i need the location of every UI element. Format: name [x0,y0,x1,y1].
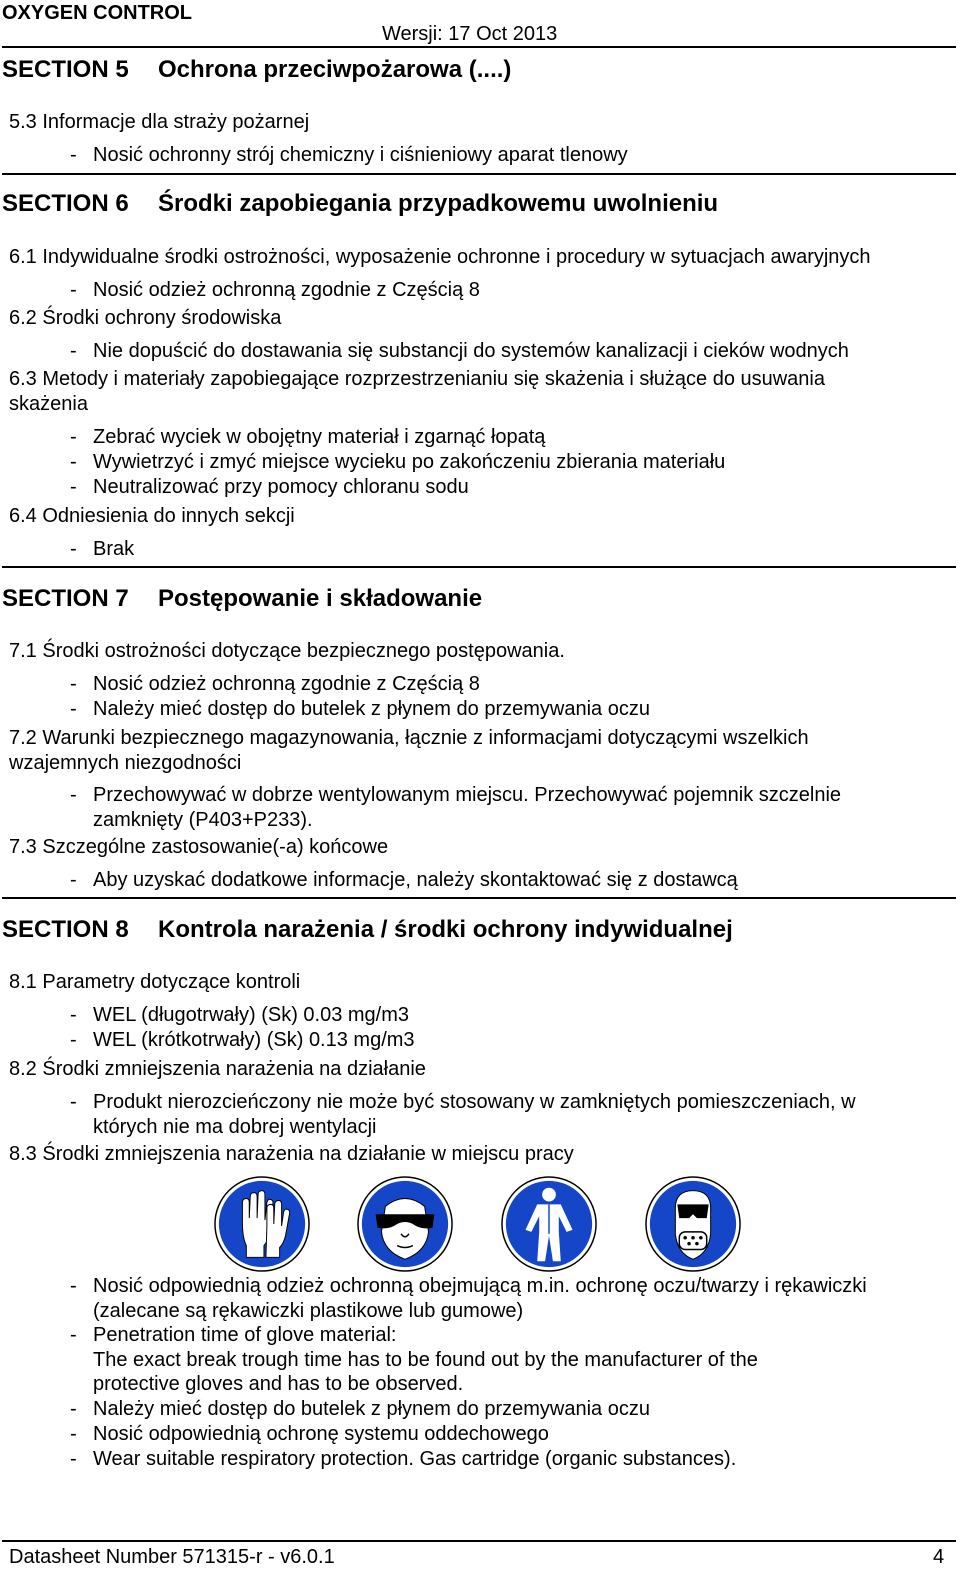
list-item: - Nosić odpowiednią ochronę systemu oddechowego [70,1423,549,1445]
list-item: - Przechowywać w dobrze wentylowanym miejscu. Przechowywać pojemnik szczelnie zamknięty (P403+P233). [70,784,842,831]
section-divider [2,566,956,568]
list-item: - Aby uzyskać dodatkowe informacje, należy skontaktować się z dostawcą [70,869,738,891]
list-item: - Nosić ochronny strój chemiczny i ciśnieniowy aparat tlenowy [70,144,628,166]
subsection-heading: 6.4 Odniesienia do innych sekcji [9,505,295,527]
goggles-icon [356,1175,454,1273]
section-title: Środki zapobiegania przypadkowemu uwolnieniu [158,190,719,217]
list-item: - Należy mieć dostęp do butelek z płynem do przemywania oczu [70,698,650,720]
section-divider [2,173,956,175]
list-item: - Nosić odzież ochronną zgodnie z Częścią 8 [70,673,480,695]
section-5-heading [2,55,511,85]
list-item: - Brak [70,538,135,560]
list-item: - Wear suitable respiratory protection. Gas cartridge (organic substances). [70,1448,737,1470]
section-8-heading [2,915,733,945]
subsection-heading: 8.3 Środki zmniejszenia narażenia na działanie w miejscu pracy [9,1143,574,1165]
section-title: Ochrona przeciwpożarowa (....) [158,56,512,83]
subsection-heading: 8.1 Parametry dotyczące kontroli [9,971,301,993]
protective-suit-icon [500,1175,598,1273]
list-item: - Zebrać wyciek w obojętny materiał i zgarnąć łopatą [70,426,546,448]
list-item: - Wywietrzyć i zmyć miejsce wycieku po zakończeniu zbierania materiału [70,451,726,473]
list-item: - WEL (krótkotrwały) (Sk) 0.13 mg/m3 [70,1029,415,1051]
section-number: SECTION 5 [2,56,129,83]
respirator-mask-icon [644,1175,742,1273]
list-item: - Neutralizować przy pomocy chloranu sodu [70,476,469,498]
subsection-heading: 7.1 Środki ostrożności dotyczące bezpiecznego postępowania. [9,640,565,662]
section-number: SECTION 8 [2,916,129,943]
version-date: Wersji: 17 Oct 2013 [382,23,558,45]
footer-divider [2,1540,956,1542]
section-number: SECTION 7 [2,585,129,612]
list-item: - Nosić odpowiednią odzież ochronną obejmującą m.in. ochronę oczu/twarzy i rękawiczki (zalecane są rękawiczki plastikowe lub gumowe) [70,1275,867,1322]
subsection-heading: 6.2 Środki ochrony środowiska [9,307,282,329]
subsection-heading: 6.3 Metody i materiały zapobiegające rozprzestrzenianiu się skażenia i służące do usuwania skażenia [9,368,825,415]
list-item: - Należy mieć dostęp do butelek z płynem do przemywania oczu [70,1398,650,1420]
subsection-heading: 5.3 Informacje dla straży pożarnej [9,111,310,133]
subsection-heading: 8.2 Środki zmniejszenia narażenia na działanie [9,1058,426,1080]
header-divider [2,46,956,48]
ppe-pictograms [213,1175,733,1273]
section-number: SECTION 6 [2,190,129,217]
subsection-heading: 7.2 Warunki bezpiecznego magazynowania, łącznie z informacjami dotyczącymi wszelkich wzajemnych niezgodności [9,727,809,774]
subsection-heading: 7.3 Szczególne zastosowanie(-a) końcowe [9,836,389,858]
section-title: Kontrola narażenia / środki ochrony indywidualnej [158,916,733,943]
section-divider [2,897,956,899]
list-item: - WEL (długotrwały) (Sk) 0.03 mg/m3 [70,1004,410,1026]
company-name: OXYGEN CONTROL [2,2,193,24]
subsection-heading: 6.1 Indywidualne środki ostrożności, wyposażenie ochronne i procedury w sytuacjach awaryjnych [9,246,871,268]
gloves-icon [213,1175,311,1273]
list-item: - Nosić odzież ochronną zgodnie z Częścią 8 [70,279,480,301]
page-number: 4 [933,1546,945,1568]
section-7-heading [2,584,482,614]
section-title: Postępowanie i składowanie [158,585,483,612]
list-item: - Penetration time of glove material: The exact break trough time has to be found out by the manufacturer of the protective gloves and has to be observed. [70,1324,758,1395]
list-item: - Produkt nierozcieńczony nie może być stosowany w zamkniętych pomieszczeniach, w których nie ma dobrej wentylacji [70,1091,856,1138]
list-item: - Nie dopuścić do dostawania się substancji do systemów kanalizacji i cieków wodnych [70,340,849,362]
datasheet-number: Datasheet Number 571315-r - v6.0.1 [9,1546,335,1568]
section-6-heading [2,189,718,219]
